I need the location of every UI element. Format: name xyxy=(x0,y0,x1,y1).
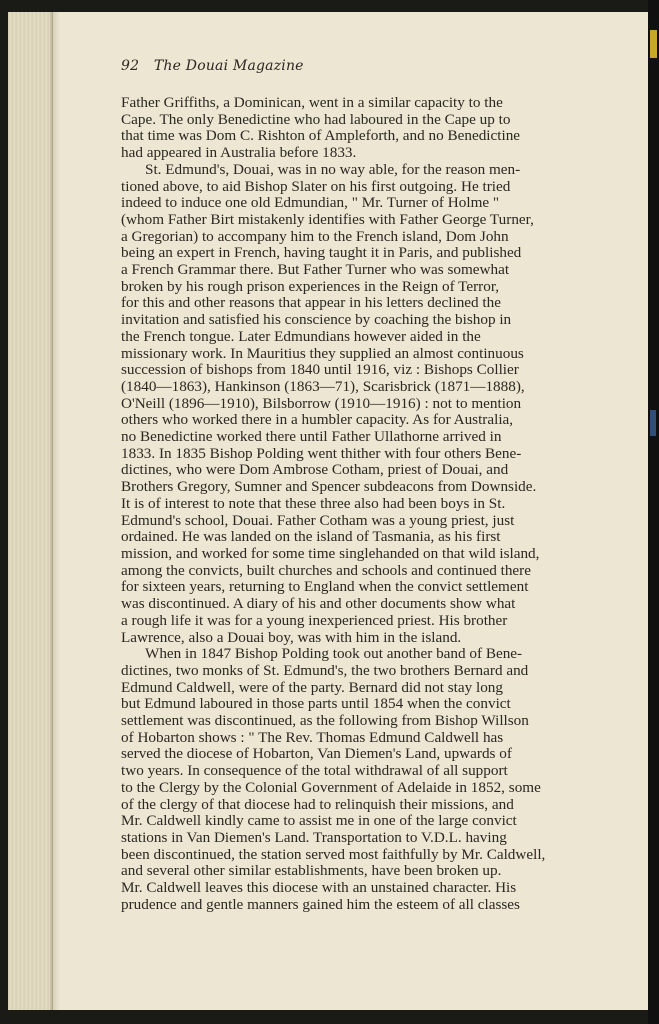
gutter-shadow xyxy=(50,12,60,1010)
text-line: of Hobarton shows : " The Rev. Thomas Edmund Caldwell has xyxy=(121,728,504,746)
text-line: Lawrence, also a Douai boy, was with him in the island. xyxy=(121,628,462,646)
text-line: Father Griffiths, a Dominican, went in a similar capacity to the xyxy=(121,94,503,111)
text-line: It is of interest to note that these three also had been boys in St. xyxy=(121,494,506,512)
text-line: Edmund Caldwell, were of the party. Bernard did not stay long xyxy=(121,678,503,696)
text-line: prudence and gentle manners gained him the esteem of all classes xyxy=(121,895,520,913)
text-line: of the clergy of that diocese had to relinquish their missions, and xyxy=(121,795,514,813)
text-line: mission, and worked for some time singlehanded on that wild island, xyxy=(121,544,540,562)
text-line: broken by his rough prison experiences in the Reign of Terror, xyxy=(121,277,500,295)
running-title: The Douai Magazine xyxy=(153,58,304,74)
text-line: tioned above, to aid Bishop Slater on his first outgoing. He tried xyxy=(121,177,511,195)
text-line: that time was Dom C. Rishton of Ampleforth, and no Benedictine xyxy=(121,127,521,145)
text-line: dictines, two monks of St. Edmund's, the two brothers Bernard and xyxy=(121,661,529,679)
text-line: O'Neill (1896—1910), Bilsborrow (1910—1916) : not to mention xyxy=(121,394,522,412)
text-line: was discontinued. A diary of his and other documents show what xyxy=(121,595,516,613)
text-line: but Edmund laboured in those parts until 1854 when the convict xyxy=(121,695,511,713)
text-line: indeed to induce one old Edmundian, " Mr. Turner of Holme " xyxy=(121,194,500,212)
text-line: a Gregorian) to accompany him to the French island, Dom John xyxy=(121,227,509,245)
text-line: Cape. The only Benedictine who had laboured in the Cape up to xyxy=(121,110,511,128)
text-line: no Benedictine worked there until Father Ullathorne arrived in xyxy=(121,428,502,446)
text-line: two years. In consequence of the total withdrawal of all support xyxy=(121,762,508,780)
text-line: been discontinued, the station served most faithfully by Mr. Caldwell, xyxy=(121,845,546,863)
paragraph xyxy=(121,162,612,646)
text-line: a rough life it was for a young inexperienced priest. His brother xyxy=(121,611,508,629)
text-line: St. Edmund's, Douai, was in no way able, for the reason men- xyxy=(145,160,521,178)
text-line: among the convicts, built churches and schools and continued there xyxy=(121,561,531,579)
text-line: Mr. Caldwell leaves this diocese with an unstained character. His xyxy=(121,879,517,897)
text-line: When in 1847 Bishop Polding took out another band of Bene- xyxy=(145,645,523,663)
text-line: being an expert in French, having taught it in Paris, and published xyxy=(121,244,522,262)
body-text xyxy=(121,95,612,913)
text-line: had appeared in Australia before 1833. xyxy=(121,144,357,162)
scan-border xyxy=(648,0,659,1024)
text-line: others who worked there in a humbler capacity. As for Australia, xyxy=(121,411,514,429)
text-line: Brothers Gregory, Sumner and Spencer subdeacons from Downside. xyxy=(121,478,537,496)
text-line: settlement was discontinued, as the following from Bishop Willson xyxy=(121,712,529,730)
text-line: to the Clergy by the Colonial Government of Adelaide in 1852, some xyxy=(121,778,541,796)
text-line: missionary work. In Mauritius they supplied an almost continuous xyxy=(121,344,524,362)
paragraph xyxy=(121,646,612,913)
text-line: Mr. Caldwell kindly came to assist me in one of the large convict xyxy=(121,812,517,830)
text-line: served the diocese of Hobarton, Van Diemen's Land, upwards of xyxy=(121,745,512,763)
text-line: dictines, who were Dom Ambrose Cotham, priest of Douai, and xyxy=(121,461,509,479)
color-calibration-mark-yellow xyxy=(650,30,657,58)
text-line: (1840—1863), Hankinson (1863—71), Scarisbrick (1871—1888), xyxy=(121,377,525,395)
text-line: stations in Van Diemen's Land. Transportation to V.D.L. having xyxy=(121,828,507,846)
text-line: Edmund's school, Douai. Father Cotham was a young priest, just xyxy=(121,511,515,529)
page-edges xyxy=(8,12,53,1010)
page-number: 92 xyxy=(121,58,140,74)
text-line: 1833. In 1835 Bishop Polding went thither with four others Bene- xyxy=(121,444,522,462)
text-line: for sixteen years, returning to England when the convict settlement xyxy=(121,578,529,596)
text-line: a French Grammar there. But Father Turner who was somewhat xyxy=(121,261,510,279)
text-line: invitation and satisfied his conscience by coaching the bishop in xyxy=(121,311,512,329)
text-line: and several other similar establishments, have been broken up. xyxy=(121,862,502,880)
color-calibration-mark-blue xyxy=(650,410,656,436)
paragraph xyxy=(121,95,612,162)
text-line: (whom Father Birt mistakenly identifies with Father George Turner, xyxy=(121,210,534,228)
text-line: the French tongue. Later Edmundians however aided in the xyxy=(121,327,481,345)
running-head xyxy=(121,58,304,74)
text-line: ordained. He was landed on the island of Tasmania, as his first xyxy=(121,528,501,546)
text-line: for this and other reasons that appear in his letters declined the xyxy=(121,294,501,312)
text-line: succession of bishops from 1840 until 1916, viz : Bishops Collier xyxy=(121,361,519,379)
